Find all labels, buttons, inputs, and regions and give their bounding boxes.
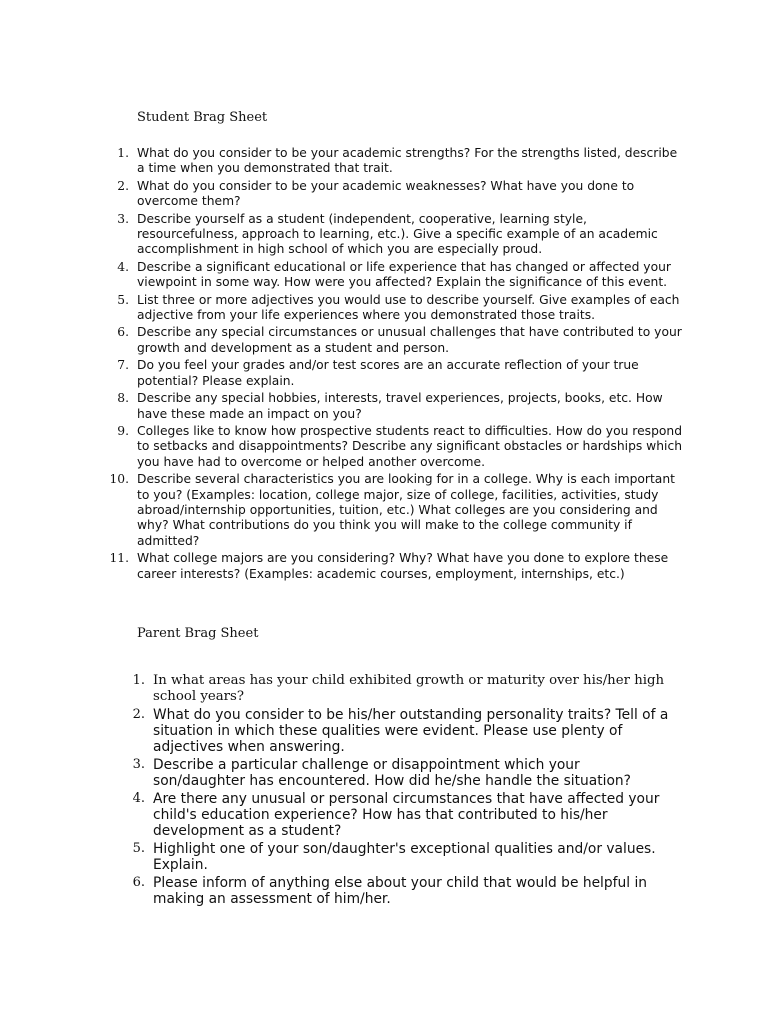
question-number: 3. bbox=[117, 211, 129, 226]
student-question-10 bbox=[109, 472, 685, 549]
question-text: Are there any unusual or personal circumstances that have affected your child's education experience? How has that contributed to his/her development as a student? bbox=[153, 791, 660, 839]
student-question-7 bbox=[117, 358, 685, 389]
question-text: List three or more adjectives you would use to describe yourself. Give examples of each adjective from your life experiences where you demonstrated those traits. bbox=[137, 292, 680, 323]
question-text: Colleges like to know how prospective students react to difficulties. How do you respond to setbacks and disappointments? Describe any significant obstacles or hardships which you have had to overcome or helped another overcome. bbox=[137, 423, 683, 469]
student-question-5 bbox=[117, 292, 685, 324]
parent-brag-sheet-title: Parent Brag Sheet bbox=[137, 626, 259, 641]
question-text: Highlight one of your son/daughter's exceptional qualities and/or values. Explain. bbox=[153, 841, 656, 873]
question-number: 1. bbox=[132, 673, 145, 688]
student-question-9 bbox=[117, 423, 685, 470]
question-number: 1. bbox=[117, 146, 129, 160]
parent-question-5 bbox=[132, 841, 673, 873]
question-text: What college majors are you considering? Why? What have you done to explore these career interests? (Examples: academic courses, employment, internships, etc.) bbox=[137, 551, 669, 581]
question-number: 2. bbox=[132, 707, 145, 722]
question-number: 9. bbox=[117, 423, 129, 438]
question-number: 6. bbox=[117, 325, 129, 340]
parent-question-list bbox=[132, 673, 673, 909]
student-question-3 bbox=[117, 211, 685, 258]
question-number: 7. bbox=[117, 358, 129, 373]
question-number: 3. bbox=[132, 757, 145, 772]
question-text: Describe a significant educational or life experience that has changed or affected your viewpoint in some way. How were you affected? Explain the significance of this event. bbox=[137, 259, 671, 290]
student-question-11 bbox=[109, 551, 685, 582]
parent-question-6 bbox=[132, 875, 673, 907]
student-question-2 bbox=[117, 178, 685, 210]
question-number: 6. bbox=[132, 875, 145, 890]
question-number: 11. bbox=[109, 551, 129, 566]
question-text: Describe any special circumstances or unusual challenges that have contributed to your growth and development as a student and person. bbox=[137, 325, 682, 355]
question-number: 4. bbox=[117, 259, 129, 274]
question-text: What do you consider to be your academic strengths? For the strengths listed, describe a time when you demonstrated that trait. bbox=[137, 146, 678, 176]
student-question-8 bbox=[117, 391, 685, 422]
question-text: What do you consider to be his/her outstanding personality traits? Tell of a situation in which these qualities were evident. Please use plenty of adjectives when answering. bbox=[153, 707, 669, 755]
question-number: 8. bbox=[117, 391, 129, 406]
question-text: Describe several characteristics you are looking for in a college. Why is each important to you? (Examples: location, college major, size of college, facilities, activities, study abroad/internship opportunities, tuition, etc.) What colleges are you considering and why? What contributions do you think you will make to the college community if admitted? bbox=[137, 472, 675, 548]
question-text: Describe a particular challenge or disappointment which your son/daughter has encountered. How did he/she handle the situation? bbox=[153, 757, 631, 789]
student-question-list bbox=[109, 146, 685, 584]
parent-question-2 bbox=[132, 707, 673, 755]
question-text: Describe any special hobbies, interests, travel experiences, projects, books, etc. How have these made an impact on you? bbox=[137, 391, 663, 421]
question-number: 5. bbox=[132, 841, 145, 856]
question-text: Do you feel your grades and/or test scores are an accurate reflection of your true potential? Please explain. bbox=[137, 358, 639, 388]
parent-question-3 bbox=[132, 757, 673, 789]
question-number: 5. bbox=[117, 292, 129, 307]
question-number: 10. bbox=[109, 472, 129, 487]
question-text: What do you consider to be your academic weaknesses? What have you done to overcome them? bbox=[137, 178, 635, 209]
student-question-6 bbox=[117, 325, 685, 356]
student-question-4 bbox=[117, 259, 685, 291]
parent-question-1 bbox=[132, 673, 673, 705]
parent-question-4 bbox=[132, 791, 673, 839]
student-brag-sheet-title: Student Brag Sheet bbox=[137, 110, 268, 125]
question-text: In what areas has your child exhibited growth or maturity over his/her high school years? bbox=[153, 673, 665, 704]
question-number: 4. bbox=[132, 791, 145, 806]
student-question-1 bbox=[117, 146, 685, 177]
question-number: 2. bbox=[117, 178, 129, 193]
question-text: Please inform of anything else about your child that would be helpful in making an assessment of him/her. bbox=[153, 875, 648, 907]
question-text: Describe yourself as a student (independent, cooperative, learning style, resourcefulness, approach to learning, etc.). Give a specific example of an academic accomplishment in high school of which you are especially proud. bbox=[137, 211, 658, 257]
